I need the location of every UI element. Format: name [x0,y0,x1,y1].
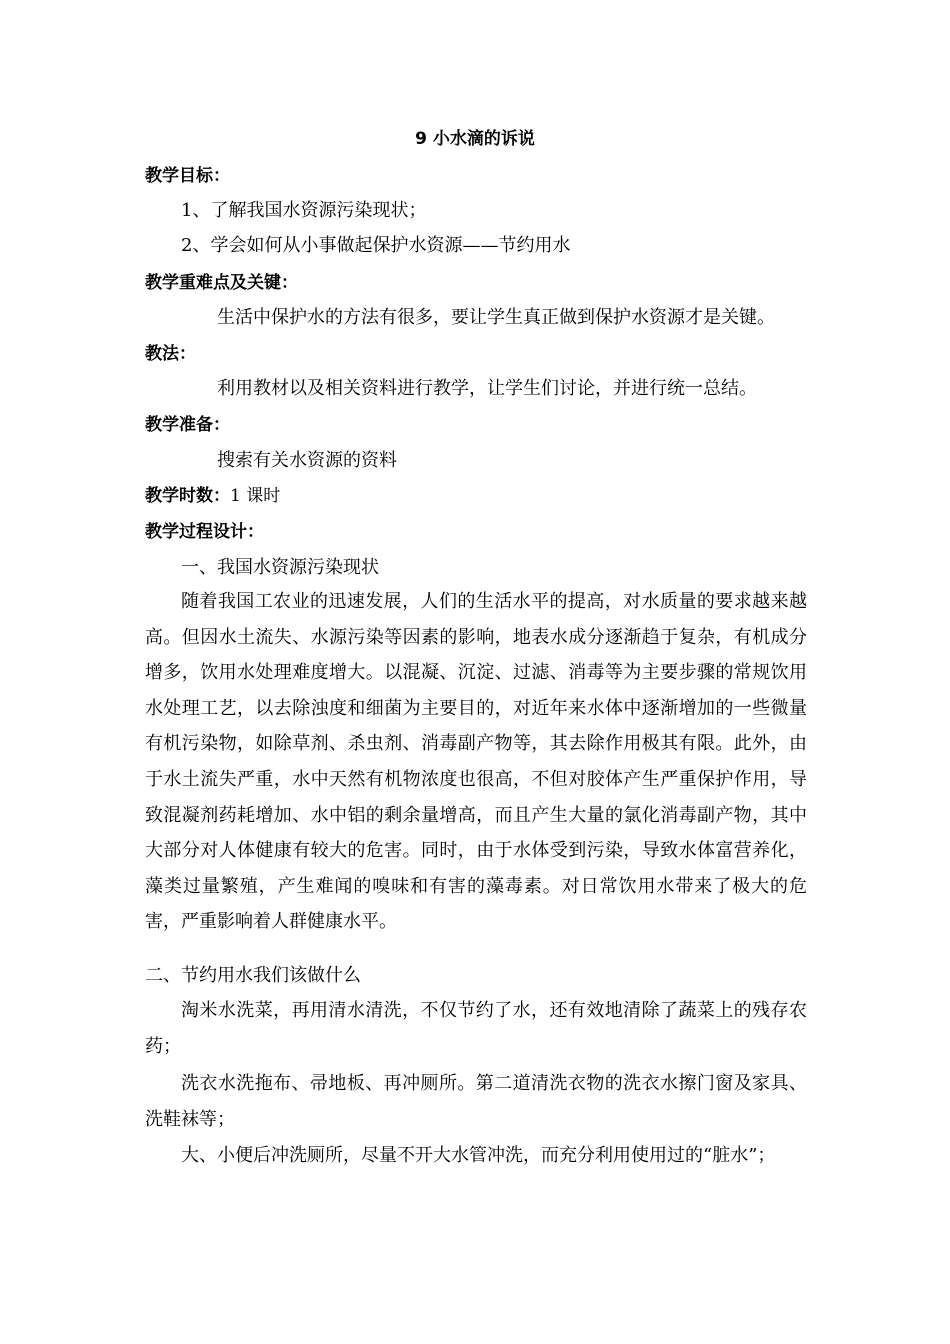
preparation-text: 搜索有关水资源的资料 [217,450,397,471]
hours-line [145,484,280,508]
section2-paragraph-2: 洗衣水洗拖布、帚地板、再冲厕所。第二道清洗衣物的洗衣水擦门窗及家具、洗鞋袜等； [145,1073,807,1130]
section1-body: 随着我国工农业的迅速发展，人们的生活水平的提高，对水质量的要求越来越高。但因水土流失、水源污染等因素的影响，地表水成分逐渐趋于复杂，有机成分增多，饮用水处理难度增大。以混凝、沉淀、过滤、消毒等为主要步骤的常规饮用水处理工艺，以去除浊度和细菌为主要目的，对近年来水体中逐渐增加的一些微量有机污染物，如除草剂、杀虫剂、消毒副产物等，其去除作用极其有限。此外，由于水土流失严重，水中天然有机物浓度也很高，不但对胶体产生严重保护作用，导致混凝剂药耗增加、水中铝的剩余量增高，而且产生大量的氯化消毒副产物，其中大部分对人体健康有较大的危害。同时，由于水体受到污染，导致水体富营养化，藻类过量繁殖，产生难闻的嗅味和有害的藻毒素。对日常饮用水带来了极大的危害，严重影响着人群健康水平。 [145,591,807,933]
section1-title: 一、我国水资源污染现状 [181,557,379,578]
method-text: 利用教材以及相关资料进行教学，让学生们讨论，并进行统一总结。 [217,378,757,399]
objective-item-1: 1、了解我国水资源污染现状； [181,200,427,221]
document-title: 9 小水滴的诉说 [415,129,535,149]
section2-paragraph-1: 淘米水洗菜，再用清水清洗，不仅节约了水，还有效地清除了蔬菜上的残存农药； [145,1000,807,1057]
hours-value: 1 课时 [230,486,281,506]
preparation-heading: 教学准备： [145,415,230,435]
key-points-text: 生活中保护水的方法有很多，要让学生真正做到保护水资源才是关键。 [217,307,775,328]
objective-item-2: 2、学会如何从小事做起保护水资源——节约用水 [181,235,571,256]
method-heading: 教法： [145,344,196,364]
process-heading: 教学过程设计： [145,522,264,542]
section2-paragraph-3: 大、小便后冲洗厕所，尽量不开大水管冲洗，而充分利用使用过的“脏水”； [181,1145,776,1166]
hours-heading: 教学时数： [145,486,230,506]
objectives-heading: 教学目标： [145,166,230,186]
key-points-heading: 教学重难点及关键： [145,273,298,293]
section2-title: 二、节约用水我们该做什么 [145,965,361,986]
